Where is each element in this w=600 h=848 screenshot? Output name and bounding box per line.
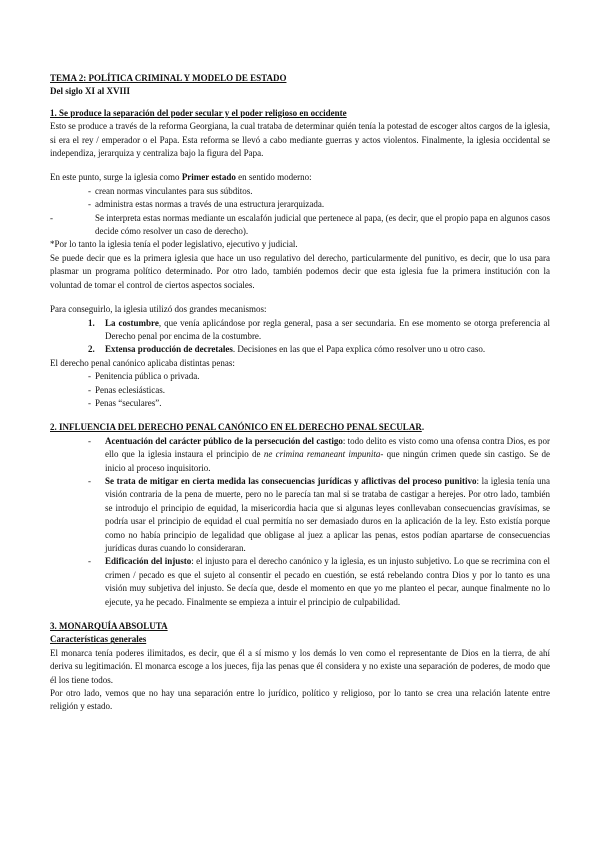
list-item-rest: : la iglesia tenía una visión contraria de la pena de muerte, pero no le parecía tan mal si se trataba de castigar a herejes. Por otro lado, también se introdujo el principio de equidad, la misericordia hacia que si algunas leyes conllevaban consecuencias gravísimas, se podría usar el principio de equidad el cual permitía no ser demasiado duros en la aplicación de la ley. Esto existía porque como no había principio de legalidad que obligase al juez a aplicar las penas, estos podían apartarse de consecuencias jurídicas duras cuando lo consideraran. xyxy=(105,475,550,553)
section-2-heading-text: 2. INFLUENCIA DEL DERECHO PENAL CANÓNICO EN EL DERECHO PENAL SECULAR xyxy=(50,422,422,433)
numbered-item xyxy=(50,343,550,356)
list-item xyxy=(50,185,550,198)
section-2-heading-end: . xyxy=(421,422,425,433)
section-3-heading: 3. MONARQUÍA ABSOLUTA xyxy=(50,621,168,632)
numbered-item-rest: , que venía aplicándose por regla general, pasa a ser secundaria. En ese momento se otorga preferencia al Derecho penal por encima de la costumbre. xyxy=(105,317,550,341)
bullet-marker: - xyxy=(88,475,91,486)
list-item xyxy=(50,475,550,555)
list-item xyxy=(50,435,550,475)
list-item-text xyxy=(105,475,550,555)
list-item-rest: - que ningún crimen quede sin castigo. Se de inicio al proceso inquisitorio. xyxy=(105,449,550,473)
section-3-paragraph-1: El monarca tenía poderes ilimitados, es decir, que él a sí mismo y los demás lo ven como el representante de Dios en la tierra, de ahí deriva su legitimación. El monarca escoge a los jueces, fija las penas que él considera y no existe una separación de poderes, de modo que él los tiene todos. xyxy=(50,647,550,685)
list-item-italic: ne crimina remaneant impunita xyxy=(263,449,381,460)
list-item-text: Penas eclesiásticas. xyxy=(95,384,165,395)
section-1-paragraph-1: Esto se produce a través de la reforma Georgiana, la cual trataba de determinar quién tenía la potestad de escoger altos cargos de la iglesia, si era el rey / emperador o el Papa. Esta reforma se llevó a cabo mediante guerras y actos violentos. Finalmente, la iglesia occidental se independiza, jerarquiza y centraliza bajo la figura del Papa. xyxy=(50,121,550,159)
p2-text-c: en sentido moderno: xyxy=(235,172,312,183)
dash-marker: - xyxy=(88,371,91,382)
bullet-marker: - xyxy=(88,556,91,567)
numbered-item-rest: . Decisiones en las que el Papa explica cómo resolver uno u otro caso. xyxy=(232,344,486,355)
number-marker: 2. xyxy=(88,344,95,355)
section-1-heading: 1. Se produce la separación del poder secular y el poder religioso en occidente xyxy=(50,107,347,118)
numbered-item-bold: La costumbre xyxy=(105,317,159,328)
section-1-paragraph-2 xyxy=(50,171,550,184)
p2-bold: Primer estado xyxy=(181,172,236,183)
document-title: TEMA 2: POLÍTICA CRIMINAL Y MODELO DE ESTADO xyxy=(50,73,287,83)
list-item xyxy=(50,198,550,211)
numbered-item-text xyxy=(105,343,550,356)
list-item-text xyxy=(105,435,550,475)
list-item-text: administra estas normas a través de una estructura jerarquizada. xyxy=(95,199,325,210)
bullet-marker: - xyxy=(88,435,91,446)
list-item-text: Penitencia pública o privada. xyxy=(95,371,200,382)
list-item-bold: Se trata de mitigar en cierta medida las consecuencias jurídicas y aflictivas del proceso punitivo xyxy=(105,475,477,486)
list-item xyxy=(50,370,550,383)
section-1-note: *Por lo tanto la iglesia tenía el poder legislativo, ejecutivo y judicial. xyxy=(50,239,298,250)
list-item-text xyxy=(105,555,550,609)
section-1-paragraph-5: El derecho penal canónico aplicaba distintas penas: xyxy=(50,357,235,368)
list-item xyxy=(50,384,550,397)
document-page xyxy=(50,72,550,714)
numbered-item xyxy=(50,317,550,344)
dash-marker: - xyxy=(88,397,91,408)
list-item-text: Se interpreta estas normas mediante un escalafón judicial que pertenece al papa, (es decir, que el propio papa en algunos casos decide cómo resolver un caso de derecho). xyxy=(95,212,550,237)
dash-marker: - xyxy=(88,384,91,395)
p2-text-a: En este punto, surge la iglesia como xyxy=(50,172,182,183)
document-subtitle: Del siglo XI al XVIII xyxy=(50,86,131,97)
number-marker: 1. xyxy=(88,317,95,328)
list-item xyxy=(50,212,550,239)
list-item-text: crean normas vinculantes para sus súbditos. xyxy=(95,185,253,196)
list-item-rest: : todo delito es visto como una ofensa contra Dios, es por ello que la iglesia instaura el principio de xyxy=(105,435,550,460)
section-2-heading xyxy=(50,421,550,434)
section-1-paragraph-3: Se puede decir que es la primera iglesia que hace un uso regulativo del derecho, particularmente del punitivo, es decir, que lo usa para plasmar un programa político determinado. Por otro lado, también podemos decir que esta iglesia fue la primera institución con la voluntad de tomar el control de ciertos aspectos sociales. xyxy=(50,252,550,290)
list-item xyxy=(50,397,550,410)
numbered-item-bold: Extensa producción de decretales xyxy=(105,344,233,355)
section-3-subheading: Características generales xyxy=(50,634,147,645)
section-1-paragraph-4: Para conseguirlo, la iglesia utilizó dos grandes mecanismos: xyxy=(50,304,267,315)
list-item-bold: Edificación del injusto xyxy=(105,556,192,567)
list-item-rest: : el injusto para el derecho canónico y la iglesia, es un injusto subjetivo. Lo que se recrimina con el crimen / pecado es que el sujeto al consentir el pecado en cuestión, se está rebelando contra Dios y por lo tanto es una visión muy subjetiva del injusto. Se decía que, desde el momento en que yo me planteo el pecar, aunque finalmente no lo ejecute, ya he pecado. Finalmente se empieza a intuir el principio de culpabilidad. xyxy=(105,556,550,607)
dash-marker: - xyxy=(50,212,53,223)
list-item xyxy=(50,555,550,609)
list-item-bold: Acentuación del carácter público de la persecución del castigo xyxy=(105,435,343,446)
dash-marker: - xyxy=(88,199,91,210)
dash-marker: - xyxy=(88,185,91,196)
section-3-paragraph-2: Por otro lado, vemos que no hay una separación entre lo jurídico, político y religioso, por lo tanto se crea una relación latente entre religión y estado. xyxy=(50,688,550,712)
numbered-item-text xyxy=(105,317,550,344)
list-item-text: Penas “seculares”. xyxy=(95,397,162,408)
